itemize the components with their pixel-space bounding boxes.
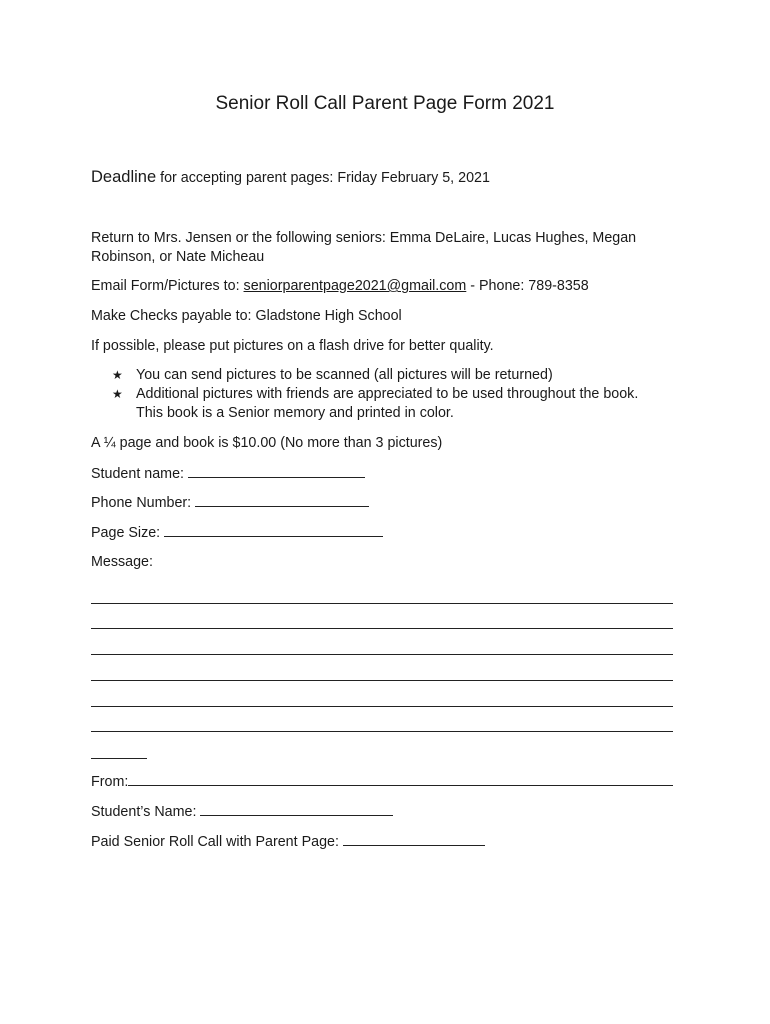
field-label: Phone Number:: [91, 495, 196, 511]
return-to-line-2: Robinson, or Nate Micheau: [91, 249, 265, 265]
field-label: Page Size:: [91, 525, 165, 541]
flash-drive-line: If possible, please put pictures on a flash drive for better quality.: [91, 338, 494, 354]
phone-number-field: [91, 492, 369, 513]
message-line[interactable]: [91, 731, 673, 732]
message-line[interactable]: [91, 680, 673, 681]
page-title: Senior Roll Call Parent Page Form 2021: [215, 93, 555, 114]
field-label: Paid Senior Roll Call with Parent Page:: [91, 834, 343, 850]
paid-blank[interactable]: [343, 831, 485, 846]
email-label: Email Form/Pictures to:: [91, 278, 244, 294]
phone-number-blank[interactable]: [195, 492, 369, 507]
message-line[interactable]: [91, 706, 673, 707]
field-label: Student’s Name:: [91, 804, 201, 820]
page-size-field: [91, 522, 383, 543]
bullet-text: Additional pictures with friends are appreciated to be used throughout the book.: [136, 386, 639, 402]
price-line: A ¼ page and book is $10.00 (No more than 3 pictures): [91, 435, 443, 451]
email-line: [91, 276, 589, 296]
paid-field: [91, 831, 485, 852]
message-label: Message:: [91, 554, 153, 570]
return-to-line-1: Return to Mrs. Jensen or the following seniors: Emma DeLaire, Lucas Hughes, Megan: [91, 230, 637, 246]
phone-text: - Phone: 789-8358: [466, 278, 589, 294]
student-name-blank[interactable]: [188, 463, 365, 478]
field-label: Student name:: [91, 466, 188, 482]
message-line[interactable]: [91, 628, 673, 629]
deadline-line: [91, 167, 490, 188]
checks-line: Make Checks payable to: Gladstone High School: [91, 308, 402, 324]
message-line[interactable]: [91, 603, 673, 604]
students-name-blank[interactable]: [200, 801, 393, 816]
message-line[interactable]: [91, 654, 673, 655]
field-label: From:: [91, 774, 129, 790]
deadline-label: Deadline: [91, 168, 157, 186]
bullet-text: This book is a Senior memory and printed in color.: [136, 405, 454, 421]
page-size-blank[interactable]: [164, 522, 383, 537]
deadline-text: for accepting parent pages: Friday February 5, 2021: [156, 170, 490, 186]
star-bullet-icon: ★: [112, 387, 123, 401]
from-blank[interactable]: [128, 771, 673, 786]
bullet-text: You can send pictures to be scanned (all pictures will be returned): [136, 367, 553, 383]
star-bullet-icon: ★: [112, 368, 123, 382]
students-name-field: [91, 801, 393, 822]
message-line-short[interactable]: [91, 758, 147, 759]
from-field: [91, 771, 673, 792]
email-link[interactable]: seniorparentpage2021@gmail.com: [243, 278, 467, 294]
student-name-field: [91, 463, 365, 484]
